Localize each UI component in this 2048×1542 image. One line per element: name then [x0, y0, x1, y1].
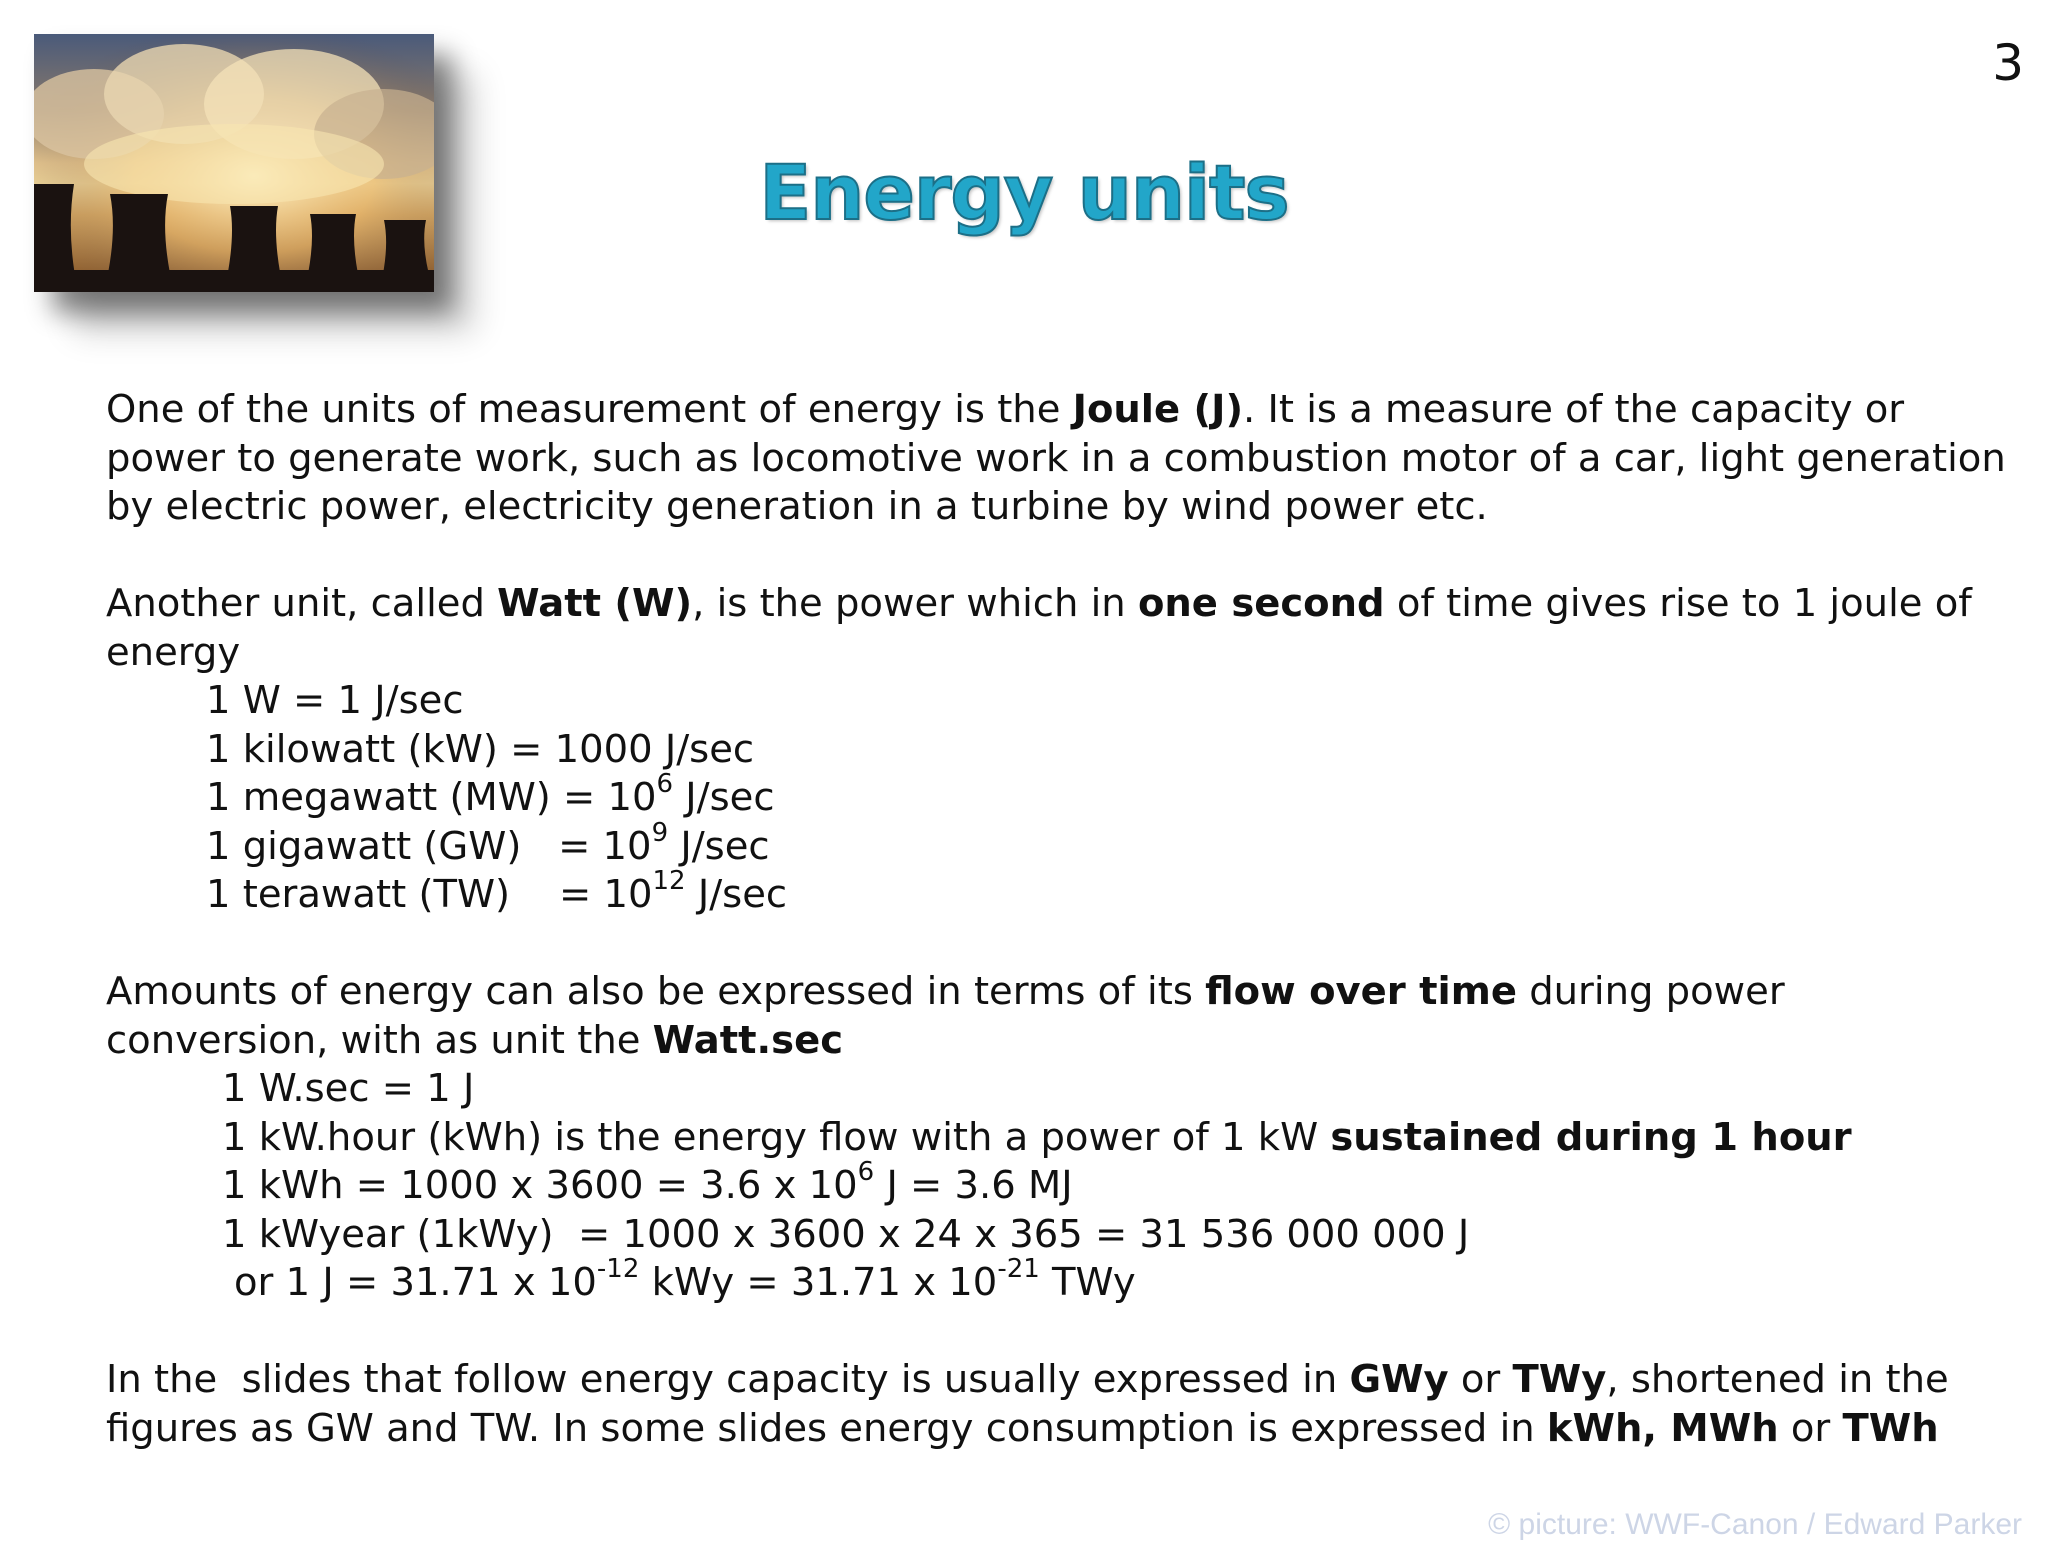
watt-line-3: 1 megawatt $(MW) = 10^6$ J/sec: [206, 769, 775, 820]
paragraph-units-note: In the slides that follow energy capacity is usually expressed in GWy or TWy, shortened in the figures as GW and TW. In some slides energy consumption is expressed in kWh, MWh or TWh: [106, 1357, 1961, 1451]
paragraph-watt: Another unit, called Watt (W), is the power which in one second of time gives rise to 1 joule of energy: [106, 581, 1972, 675]
wsec-line-3: 1 kWh = 1000 x 3600 = 3.6 x $10^6$ J = 3.6 MJ: [222, 1157, 1073, 1208]
watt-line-5: 1 terawatt (TW) = $10^{12}$ J/sec: [206, 866, 788, 917]
paragraph-joule: One of the units of measurement of energy is the Joule (J). It is a measure of the capacity or power to generate work, such as locomotive work in a combustion motor of a car, light generation by electric power, electricity generation in a turbine by wind power etc.: [106, 387, 2006, 529]
wsec-line-5: or 1 J = 31.71 x $10^{-12}$ kWy = 31.71 x $10^{-21}$ TWy: [234, 1254, 1136, 1305]
slide-title: Energy units: [759, 148, 1289, 237]
wsec-line-4: 1 kWyear (1kWy) = 1000 x 3600 x 24 x 365 = 31 536 000 000 J: [222, 1211, 1470, 1257]
slide-body: [106, 386, 2006, 1453]
watt-line-2: 1 kilowatt (kW) = 1000 J/sec: [206, 726, 755, 772]
slide-number: 3: [1992, 34, 2024, 92]
wsec-line-2: 1 kW.hour (kWh) is the energy flow with a power of 1 kW sustained during 1 hour: [222, 1114, 1852, 1160]
wsec-line-1: 1 W.sec = 1 J: [222, 1066, 475, 1111]
watt-line-1: 1 W = 1 J/sec: [206, 678, 464, 723]
watt-line-4: 1 gigawatt $(GW) = 10^9$ J/sec: [206, 817, 770, 869]
photo-credit: © picture: WWF-Canon / Edward Parker: [1488, 1508, 2022, 1541]
paragraph-watt-sec: Amounts of energy can also be expressed in terms of its flow over time during power conversion, with as unit the Watt.sec: [106, 969, 1785, 1063]
